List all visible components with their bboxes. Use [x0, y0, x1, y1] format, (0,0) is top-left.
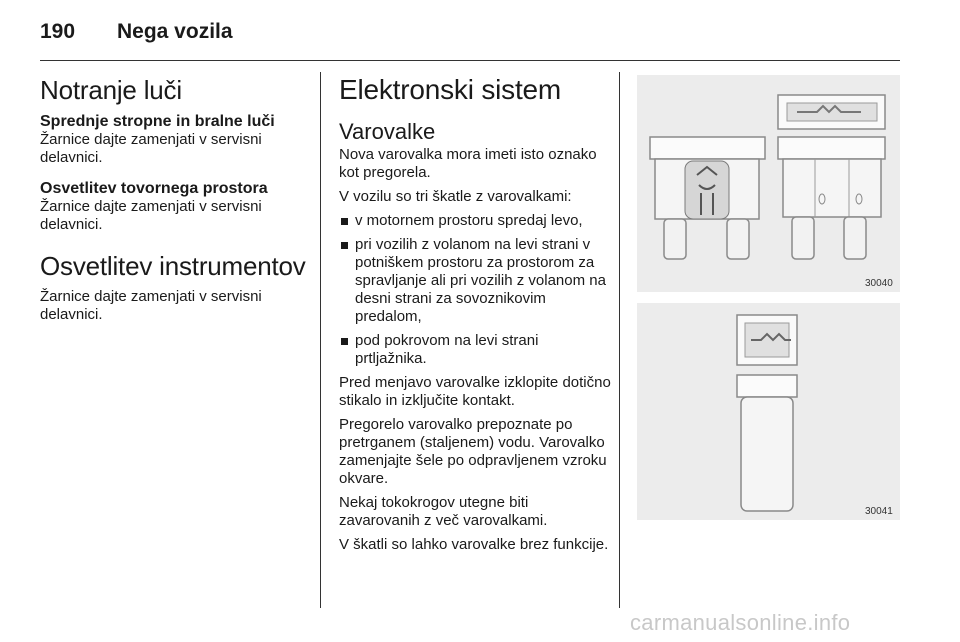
header-divider	[40, 60, 900, 61]
instrument-lights-text: Žarnice dajte zamenjati v servisni delavnici.	[40, 288, 262, 323]
fuse-paragraph-2: V vozilu so tri škatle z varovalkami:	[339, 188, 572, 205]
subheading-fuses: Varovalke	[339, 119, 436, 144]
cargo-light-text: Žarnice dajte zamenjati v servisni delavnici.	[40, 198, 262, 233]
blade-fuse-illustration	[637, 75, 900, 292]
subheading-reading-lights: Sprednje stropne in bralne luči	[40, 113, 275, 130]
list-item: v motornem prostoru spredaj levo,	[339, 212, 611, 230]
column-divider-1	[320, 72, 321, 608]
fuse-paragraph-6: V škatli so lahko varovalke brez funkcije.	[339, 536, 609, 553]
section-heading-interior-lights: Notranje luči	[40, 75, 182, 105]
list-item: pod pokrovom na levi strani prtljažnika.	[339, 332, 611, 368]
fuse-paragraph-1: Nova varovalka mora imeti isto oznako kot pregorela.	[339, 146, 597, 181]
section-heading-instrument-lights: Osvetlitev instrumentov	[40, 251, 306, 281]
watermark: carmanualsonline.info	[630, 610, 851, 635]
page-header-title: Nega vozila	[117, 20, 233, 43]
fuse-paragraph-5: Nekaj tokokrogov utegne biti zavarovanih z več varovalkami.	[339, 494, 548, 529]
page-number: 190	[40, 20, 76, 43]
fuse-paragraph-3: Pred menjavo varovalke izklopite dotično stikalo in izključite kontakt.	[339, 374, 611, 409]
list-item: pri vozilih z volanom na levi strani v potniškem prostoru za prostorom za spravljanje ali pri vozilih z volanom na desni strani za sovoznikovim predalom,	[339, 236, 611, 326]
left-column	[40, 74, 310, 324]
fuse-box-list	[339, 212, 611, 368]
section-heading-electronics: Elektronski sistem	[339, 74, 562, 105]
figure-number: 30041	[865, 506, 893, 517]
middle-column	[339, 74, 611, 554]
column-divider-2	[619, 72, 620, 608]
reading-lights-text: Žarnice dajte zamenjati v servisni delavnici.	[40, 131, 262, 166]
fuse-paragraph-4: Pregorelo varovalko prepoznate po pretrganem (staljenem) vodu. Varovalko zamenjajte šele po odpravljenem vzroku okvare.	[339, 416, 607, 487]
figure-number: 30040	[865, 278, 893, 289]
blade-fuse-figure	[637, 75, 900, 292]
mini-fuse-figure	[637, 303, 900, 520]
subheading-cargo-light: Osvetlitev tovornega prostora	[40, 180, 268, 197]
mini-fuse-illustration	[637, 303, 900, 520]
